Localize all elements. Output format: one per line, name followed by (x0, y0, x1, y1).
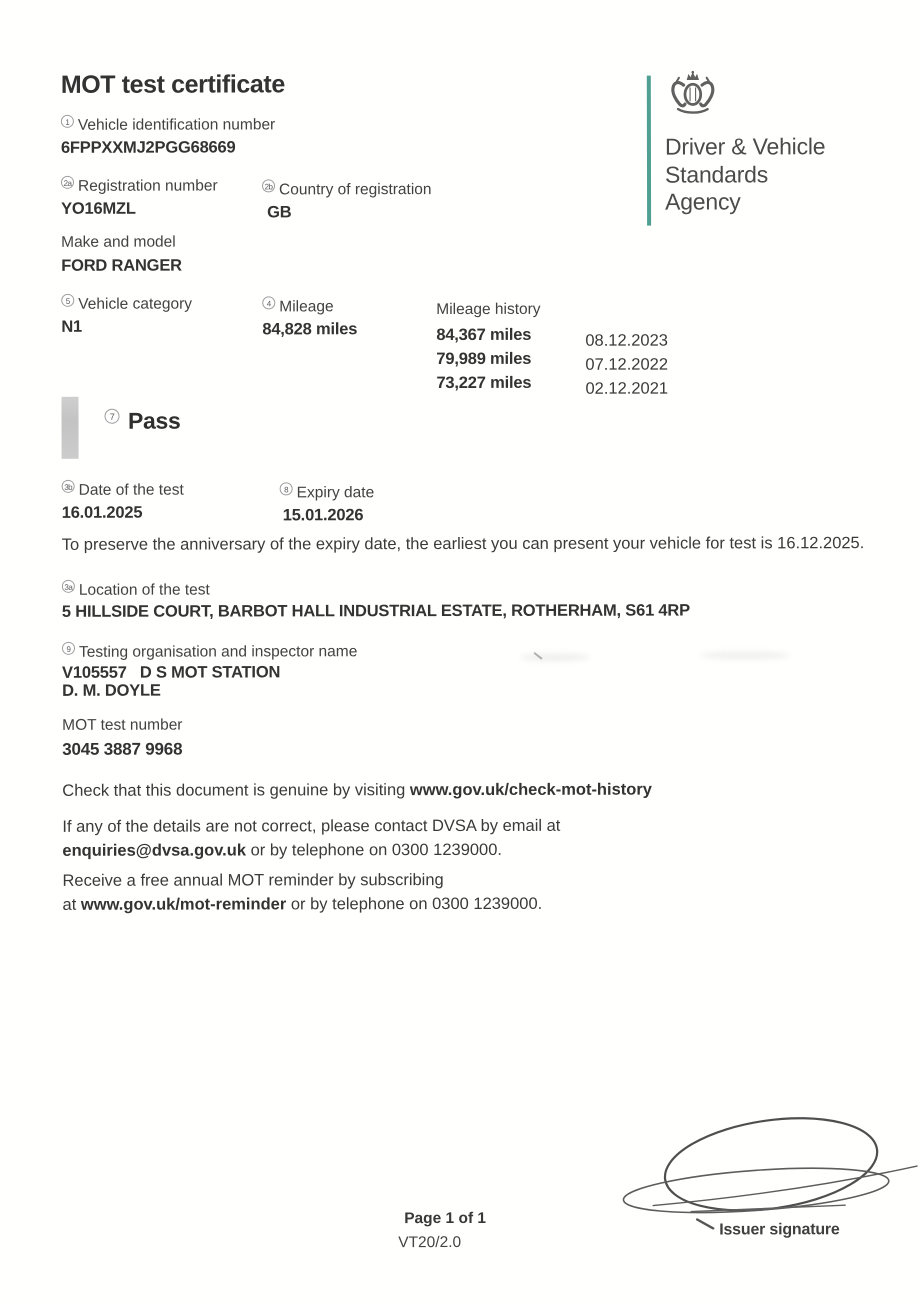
field-ref-icon: 2b (262, 179, 275, 192)
agency-name-line3: Agency (665, 188, 741, 215)
field-ref-icon: 5 (61, 294, 74, 307)
mileage-history-date: 07.12.2022 (585, 355, 669, 374)
mileage-history-date: 02.12.2021 (585, 379, 669, 398)
field-organisation-value-line1: V105557 D S MOT STATION (62, 663, 281, 682)
field-make-model-value: FORD RANGER (61, 256, 182, 275)
field-category-label: 5 Vehicle category (61, 294, 192, 314)
test-result (104, 408, 180, 435)
agency-divider (647, 76, 651, 226)
anniversary-note: To preserve the anniversary of the expiry date, the earliest you can present your vehicle for test is 16.12.2025. (61, 534, 865, 554)
page-title: MOT test certificate (60, 70, 285, 99)
reminder-notice-line1: Receive a free annual MOT reminder by subscribing (62, 871, 444, 890)
field-expiry-date-label: 8 Expiry date (280, 482, 375, 502)
field-make-model-label: Make and model (61, 233, 176, 251)
contact-notice-line1: If any of the details are not correct, please contact DVSA by email at (62, 816, 561, 836)
mileage-history-miles: 73,227 miles (436, 373, 532, 393)
issuer-signature-scribble (613, 1104, 918, 1235)
mileage-history-miles: 79,989 miles (436, 349, 532, 369)
check-genuine-notice: Check that this document is genuine by visiting www.gov.uk/check-mot-history (62, 780, 652, 800)
footer-page-number: Page 1 of 1 (404, 1209, 487, 1228)
field-registration-value: YO16MZL (61, 199, 136, 218)
contact-notice-line2: enquiries@dvsa.gov.uk or by telephone on 0300 1239000. (62, 840, 502, 860)
field-ref-icon: 1 (61, 115, 74, 128)
dvsa-email: enquiries@dvsa.gov.uk (62, 841, 247, 860)
field-test-date-value: 16.01.2025 (61, 503, 143, 522)
field-location-value: 5 HILLSIDE COURT, BARBOT HALL INDUSTRIAL ESTATE, ROTHERHAM, S61 4RP (61, 601, 690, 621)
field-ref-icon: 7 (104, 409, 119, 424)
agency-name-line2: Standards (664, 160, 769, 188)
agency-name (665, 133, 826, 216)
test-result-label: Pass (127, 407, 181, 434)
field-organisation-label: 9 Testing organisation and inspector name (62, 641, 357, 662)
field-country-value: GB (267, 203, 292, 222)
issuer-signature-label: Issuer signature (719, 1221, 840, 1239)
field-vin-value: 6FPPXXMJ2PGG68669 (60, 138, 236, 157)
field-ref-icon: 3b (62, 480, 75, 493)
field-ref-icon: 8 (280, 482, 293, 495)
footer-form-reference: VT20/2.0 (398, 1233, 462, 1252)
field-ref-icon: 2a (61, 176, 74, 189)
scan-artifact-bar (61, 397, 78, 459)
agency-name-line1: Driver & Vehicle (664, 133, 826, 160)
field-test-date-label: 3b Date of the test (62, 480, 184, 500)
check-mot-history-url: www.gov.uk/check-mot-history (409, 780, 652, 800)
reminder-notice-line2: at www.gov.uk/mot-reminder or by telephone on 0300 1239000. (62, 894, 543, 914)
scan-smudge (520, 654, 590, 661)
scan-smudge (700, 651, 790, 659)
mileage-history-miles: 84,367 miles (436, 325, 532, 345)
field-ref-icon: 4 (262, 296, 275, 309)
field-location-label: 3a Location of the test (62, 580, 210, 600)
royal-crest-icon (669, 67, 717, 122)
mileage-history-date: 08.12.2023 (585, 331, 668, 350)
field-organisation-value-line2: D. M. DOYLE (62, 681, 161, 700)
field-registration-label: 2a Registration number (61, 176, 218, 196)
mot-reminder-url: www.gov.uk/mot-reminder (80, 895, 287, 914)
field-vin-label: 1 Vehicle identification number (61, 114, 275, 134)
field-expiry-date-value: 15.01.2026 (282, 506, 364, 525)
field-ref-icon: 3a (62, 580, 75, 593)
field-ref-icon: 9 (62, 642, 75, 655)
mileage-history-label: Mileage history (436, 300, 541, 319)
field-test-number-label: MOT test number (62, 716, 183, 734)
field-mileage-value: 84,828 miles (262, 320, 358, 339)
field-category-value: N1 (61, 317, 83, 336)
field-country-label: 2b Country of registration (262, 179, 432, 199)
field-mileage-label: 4 Mileage (262, 296, 333, 316)
field-test-number-value: 3045 3887 9968 (62, 739, 183, 759)
